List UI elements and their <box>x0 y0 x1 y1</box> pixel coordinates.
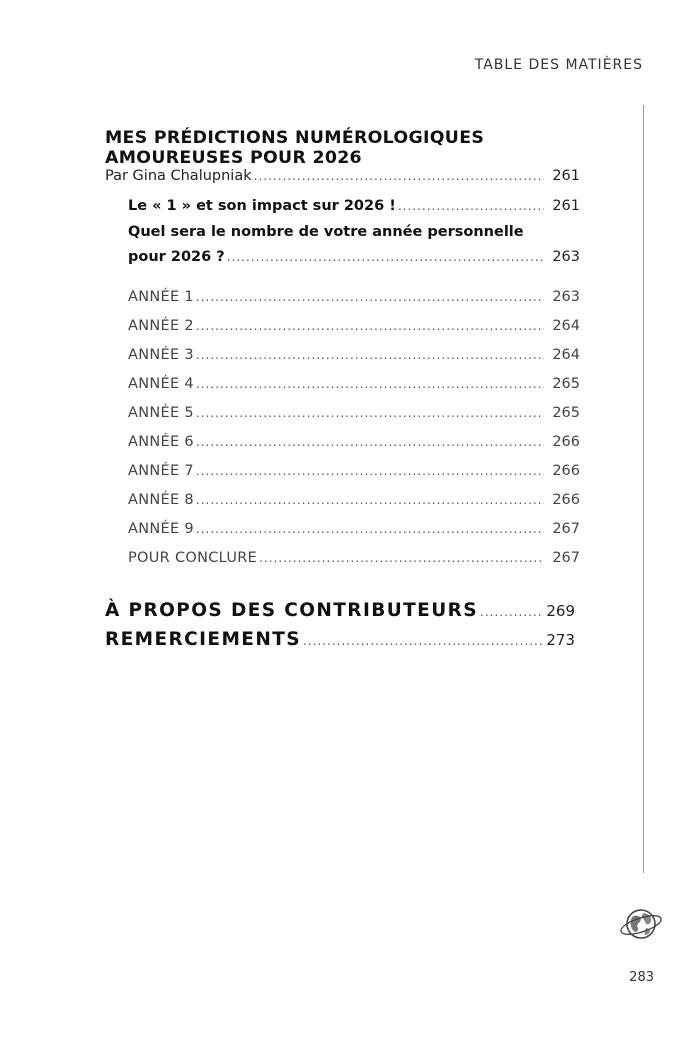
author-page: 261 <box>552 168 580 184</box>
year-label: ANNÉE 1 <box>128 289 194 305</box>
leader-dots <box>196 312 544 341</box>
year-label: ANNÉE 8 <box>128 492 194 508</box>
major-entry-page: 269 <box>546 602 575 620</box>
entry-label: Le « 1 » et son impact sur 2026 ! <box>128 198 396 214</box>
major-entry-label: REMERCIEMENTS <box>105 629 301 650</box>
year-label: ANNÉE 4 <box>128 376 194 392</box>
page-number: 283 <box>629 970 654 985</box>
year-page: 266 <box>552 434 580 450</box>
entry-page: 263 <box>552 249 580 265</box>
toc-entry-year[interactable] <box>128 399 580 428</box>
year-label: ANNÉE 7 <box>128 463 194 479</box>
year-label: ANNÉE 3 <box>128 347 194 363</box>
toc-entry-year[interactable] <box>128 312 580 341</box>
author-label: Par Gina Chalupniak <box>105 168 252 184</box>
year-page: 266 <box>552 463 580 479</box>
toc-entry[interactable] <box>128 192 580 220</box>
year-page: 263 <box>552 289 580 305</box>
toc-entry-conclusion[interactable] <box>128 544 580 573</box>
toc-entry-year[interactable] <box>128 486 580 515</box>
toc-entry-year[interactable] <box>128 428 580 457</box>
entry-page: 261 <box>552 198 580 214</box>
year-page: 267 <box>552 550 580 566</box>
toc-entry-contributors[interactable] <box>105 600 575 629</box>
leader-dots <box>196 515 544 544</box>
year-page: 265 <box>552 376 580 392</box>
year-label: ANNÉE 5 <box>128 405 194 421</box>
toc-entry-author[interactable] <box>105 168 580 190</box>
leader-dots <box>398 192 544 220</box>
leader-dots <box>254 169 544 183</box>
section-title-line1: MES PRÉDICTIONS NUMÉROLOGIQUES <box>105 128 485 148</box>
toc-entry-year[interactable] <box>128 457 580 486</box>
leader-dots <box>227 245 544 270</box>
year-label: POUR CONCLURE <box>128 550 258 566</box>
globe-icon <box>619 904 663 944</box>
year-page: 264 <box>552 318 580 334</box>
major-entry-page: 273 <box>546 631 575 649</box>
running-head: TABLE DES MATIÈRES <box>474 57 643 73</box>
year-page: 267 <box>552 521 580 537</box>
toc-entry-year[interactable] <box>128 515 580 544</box>
entry-label: pour 2026 ? <box>128 249 225 265</box>
major-entry-label: À PROPOS DES CONTRIBUTEURS <box>105 600 479 621</box>
leader-dots <box>196 486 544 515</box>
toc-entry-year[interactable] <box>128 283 580 312</box>
year-label: ANNÉE 2 <box>128 318 194 334</box>
leader-dots <box>480 605 542 619</box>
toc-entry-year[interactable] <box>128 341 580 370</box>
leader-dots <box>196 428 544 457</box>
leader-dots <box>196 370 544 399</box>
table-of-contents <box>105 128 580 658</box>
year-label: ANNÉE 6 <box>128 434 194 450</box>
toc-entry-year[interactable] <box>128 370 580 399</box>
leader-dots <box>196 399 544 428</box>
leader-dots <box>196 283 544 312</box>
wrapped-entry-line1[interactable]: Quel sera le nombre de votre année personnelle <box>128 224 524 240</box>
year-label: ANNÉE 9 <box>128 521 194 537</box>
year-page: 266 <box>552 492 580 508</box>
toc-entry-acknowledgements[interactable] <box>105 629 575 658</box>
vertical-rule <box>643 105 644 873</box>
year-page: 264 <box>552 347 580 363</box>
leader-dots <box>259 544 544 573</box>
leader-dots <box>196 341 544 370</box>
section-title-line2: AMOUREUSES POUR 2026 <box>105 148 362 168</box>
leader-dots <box>196 457 544 486</box>
leader-dots <box>303 634 542 648</box>
toc-entry-wrapped[interactable] <box>128 245 580 270</box>
year-page: 265 <box>552 405 580 421</box>
